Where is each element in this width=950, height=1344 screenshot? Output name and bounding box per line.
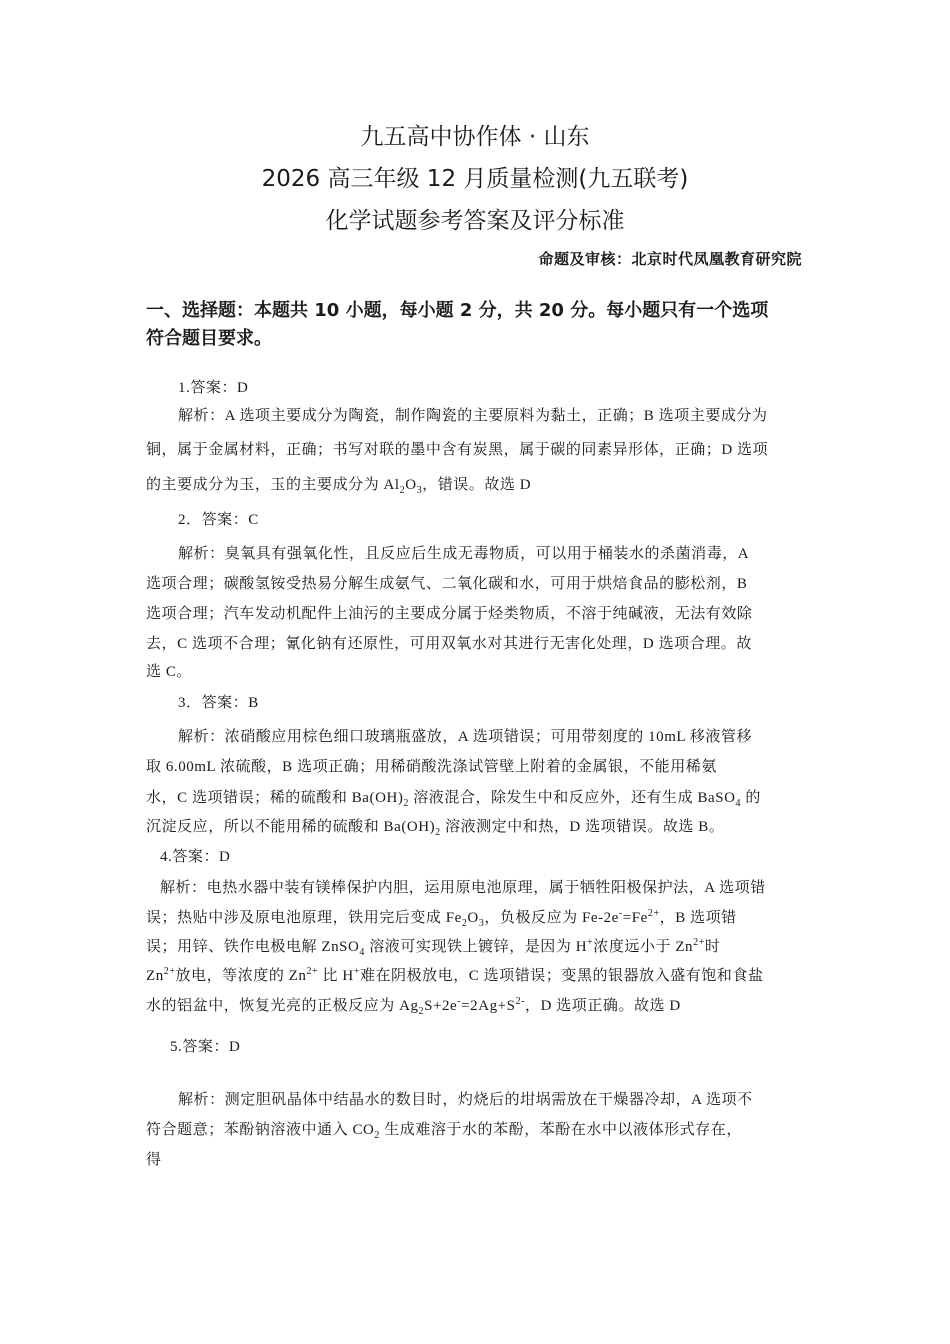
q5-answer: 5.答案：D [170, 1039, 241, 1055]
q4-explanation-line: 水的铝盆中，恢复光亮的正极反应为 $Ag_2S+2e^-=2Ag+S^{2-}$，D 选项正确。故选 D [146, 996, 681, 1017]
q1-explanation-line: 的主要成分为玉，玉的主要成分为 $Al_2O_3$，错误。故选 D [146, 477, 532, 496]
title-org: 九五高中协作体 · 山东 [360, 124, 590, 150]
q1-explanation-line: 铜，属于金属材料，正确；书写对联的墨中含有炭黑，属于碳的同素异形体，正确；D 选项 [146, 442, 769, 458]
q3-explanation-line: 沉淀反应，所以不能用稀的硫酸和 $Ba(OH)_2$ 溶液测定中和热，D 选项错误。故选 B。 [146, 819, 725, 838]
q2-answer: 2．答案：C [178, 512, 259, 528]
title-subject: 化学试题参考答案及评分标准 [325, 208, 625, 234]
q3-explanation-line: 取 6.00mL 浓硫酸，B 选项正确；用稀硝酸洗涤试管壁上附着的金属银，不能用稀氨 [146, 759, 717, 775]
q1-answer: 1.答案：D [178, 380, 249, 396]
q4-explanation-line: $Zn^{2+}$放电，等浓度的 $Zn^{2+}$ 比 H+难在阴极放电，C 选项错误；变黑的银器放入盛有饱和食盐 [146, 966, 764, 984]
q4-answer: 4.答案：D [160, 849, 231, 865]
q3-answer: 3．答案：B [178, 695, 259, 711]
q2-explanation-line: 解析：臭氧具有强氧化性，且反应后生成无毒物质，可以用于桶装水的杀菌消毒，A [178, 546, 750, 562]
q2-explanation-line: 选 C。 [146, 664, 192, 680]
q2-explanation-line: 去，C 选项不合理；氰化钠有还原性，可用双氧水对其进行无害化处理，D 选项合理。故 [146, 636, 752, 652]
q4-explanation-line: 解析：电热水器中装有镁棒保护内胆，运用原电池原理，属于牺牲阳极保护法，A 选项错 [160, 880, 766, 896]
q4-explanation-line: 误；用锌、铁作电极电解 ZnSO$_4$ 溶液可实现铁上镀锌，是因为 H+浓度远小于 $Zn^{2+}$时 [146, 937, 721, 958]
section-heading-cont: 符合题目要求。 [146, 328, 272, 349]
author-credit: 命题及审核：北京时代凤凰教育研究院 [538, 250, 802, 268]
q5-explanation-line: 解析：测定胆矾晶体中结晶水的数目时，灼烧后的坩埚需放在干燥器冷却，A 选项不 [178, 1092, 753, 1108]
q2-explanation-line: 选项合理；碳酸氢铵受热易分解生成氨气、二氧化碳和水，可用于烘焙食品的膨松剂，B [146, 576, 748, 592]
q1-explanation-line: 解析：A 选项主要成分为陶瓷，制作陶瓷的主要原料为黏土，正确；B 选项主要成分为 [178, 408, 768, 424]
q5-explanation-line: 符合题意；苯酚钠溶液中通入 $CO_2$ 生成难溶于水的苯酚，苯酚在水中以液体形式存在， [146, 1122, 742, 1141]
title-exam: 2026 高三年级 12 月质量检测(九五联考) [261, 166, 689, 192]
q4-explanation-line: 误；热贴中涉及原电池原理，铁用完后变成 $Fe_2O_3$，负极反应为 $Fe-2e^-=Fe^{2+}$，B 选项错 [146, 908, 737, 929]
q3-explanation-line: 解析：浓硝酸应用棕色细口玻璃瓶盛放，A 选项错误；可用带刻度的 10mL 移液管移 [178, 729, 753, 745]
q5-explanation-line: 得 [146, 1152, 162, 1168]
q2-explanation-line: 选项合理；汽车发动机配件上油污的主要成分属于烃类物质，不溶于纯碱液，无法有效除 [146, 606, 753, 622]
q3-explanation-line: 水，C 选项错误；稀的硫酸和 $Ba(OH)_2$ 溶液混合，除发生中和反应外，还有生成 BaSO$_4$ 的 [146, 790, 761, 809]
section-heading: 一、选择题：本题共 10 小题，每小题 2 分，共 20 分。每小题只有一个选项 [146, 300, 769, 321]
